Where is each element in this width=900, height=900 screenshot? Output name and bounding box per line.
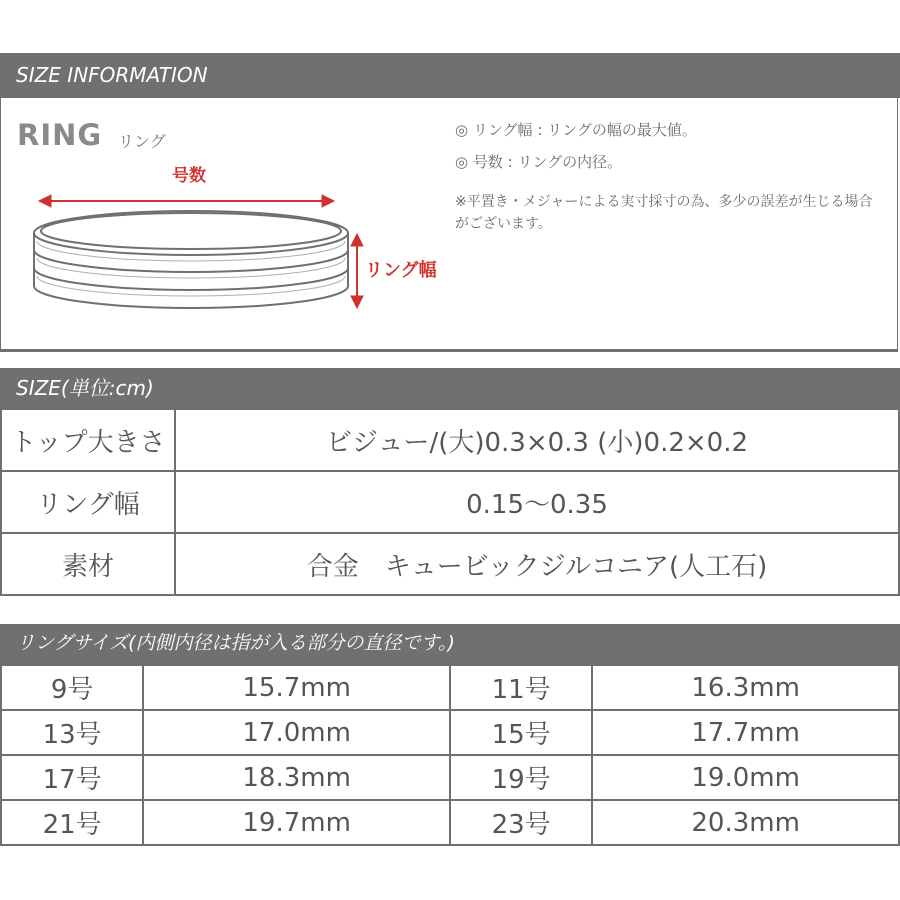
size-number: 15号 bbox=[450, 710, 592, 755]
note-measurement: ※平置き・メジャーによる実寸採寸の為、多少の誤差が生じる場合がございます。 bbox=[455, 194, 873, 232]
spec-value: ビジュー/(大)0.3×0.3 (小)0.2×0.2 bbox=[175, 409, 899, 471]
width-label: リング幅 bbox=[365, 260, 437, 281]
size-number: 11号 bbox=[450, 665, 592, 710]
size-number: 23号 bbox=[450, 800, 592, 845]
ring-info-panel bbox=[0, 98, 898, 352]
spec-label: トップ大きさ bbox=[1, 409, 175, 471]
ring-size-header bbox=[0, 624, 900, 664]
note-ring-size: ◎ 号数 : リングの内径。 bbox=[455, 153, 623, 171]
table-row bbox=[1, 471, 899, 533]
size-diameter: 17.0mm bbox=[143, 710, 450, 755]
table-row bbox=[1, 533, 899, 595]
ring-subtitle: リング bbox=[118, 132, 166, 151]
size-number: 17号 bbox=[1, 755, 143, 800]
size-diameter: 19.0mm bbox=[592, 755, 899, 800]
spec-label: 素材 bbox=[1, 533, 175, 595]
size-diameter: 17.7mm bbox=[592, 710, 899, 755]
width-arrow bbox=[351, 234, 363, 308]
size-information-header bbox=[0, 53, 900, 98]
size-arrow bbox=[39, 195, 334, 207]
table-row bbox=[1, 710, 899, 755]
size-diameter: 16.3mm bbox=[592, 665, 899, 710]
size-diameter: 19.7mm bbox=[143, 800, 450, 845]
size-information-title: SIZE INFORMATION bbox=[16, 63, 208, 87]
spec-title: SIZE(単位:cm) bbox=[16, 376, 154, 400]
size-diameter: 15.7mm bbox=[143, 665, 450, 710]
size-diameter: 18.3mm bbox=[143, 755, 450, 800]
table-row bbox=[1, 665, 899, 710]
spec-value: 0.15〜0.35 bbox=[175, 471, 899, 533]
table-row bbox=[1, 409, 899, 471]
table-row bbox=[1, 800, 899, 845]
size-number: 19号 bbox=[450, 755, 592, 800]
ring-title: RING bbox=[17, 118, 103, 152]
spec-label: リング幅 bbox=[1, 471, 175, 533]
size-diameter: 20.3mm bbox=[592, 800, 899, 845]
size-number: 13号 bbox=[1, 710, 143, 755]
size-number: 21号 bbox=[1, 800, 143, 845]
table-row bbox=[1, 755, 899, 800]
spec-table bbox=[0, 408, 900, 596]
size-number: 9号 bbox=[1, 665, 143, 710]
spec-header bbox=[0, 368, 900, 408]
ring-size-table bbox=[0, 664, 900, 846]
size-label: 号数 bbox=[172, 166, 206, 186]
ring-diagram bbox=[1, 98, 461, 348]
note-ring-width: ◎ リング幅 : リングの幅の最大値。 bbox=[455, 121, 697, 139]
spec-value: 合金 キュービックジルコニア(人工石) bbox=[175, 533, 899, 595]
ring-size-title: リングサイズ(内側内径は指が入る部分の直径です。) bbox=[16, 632, 455, 654]
